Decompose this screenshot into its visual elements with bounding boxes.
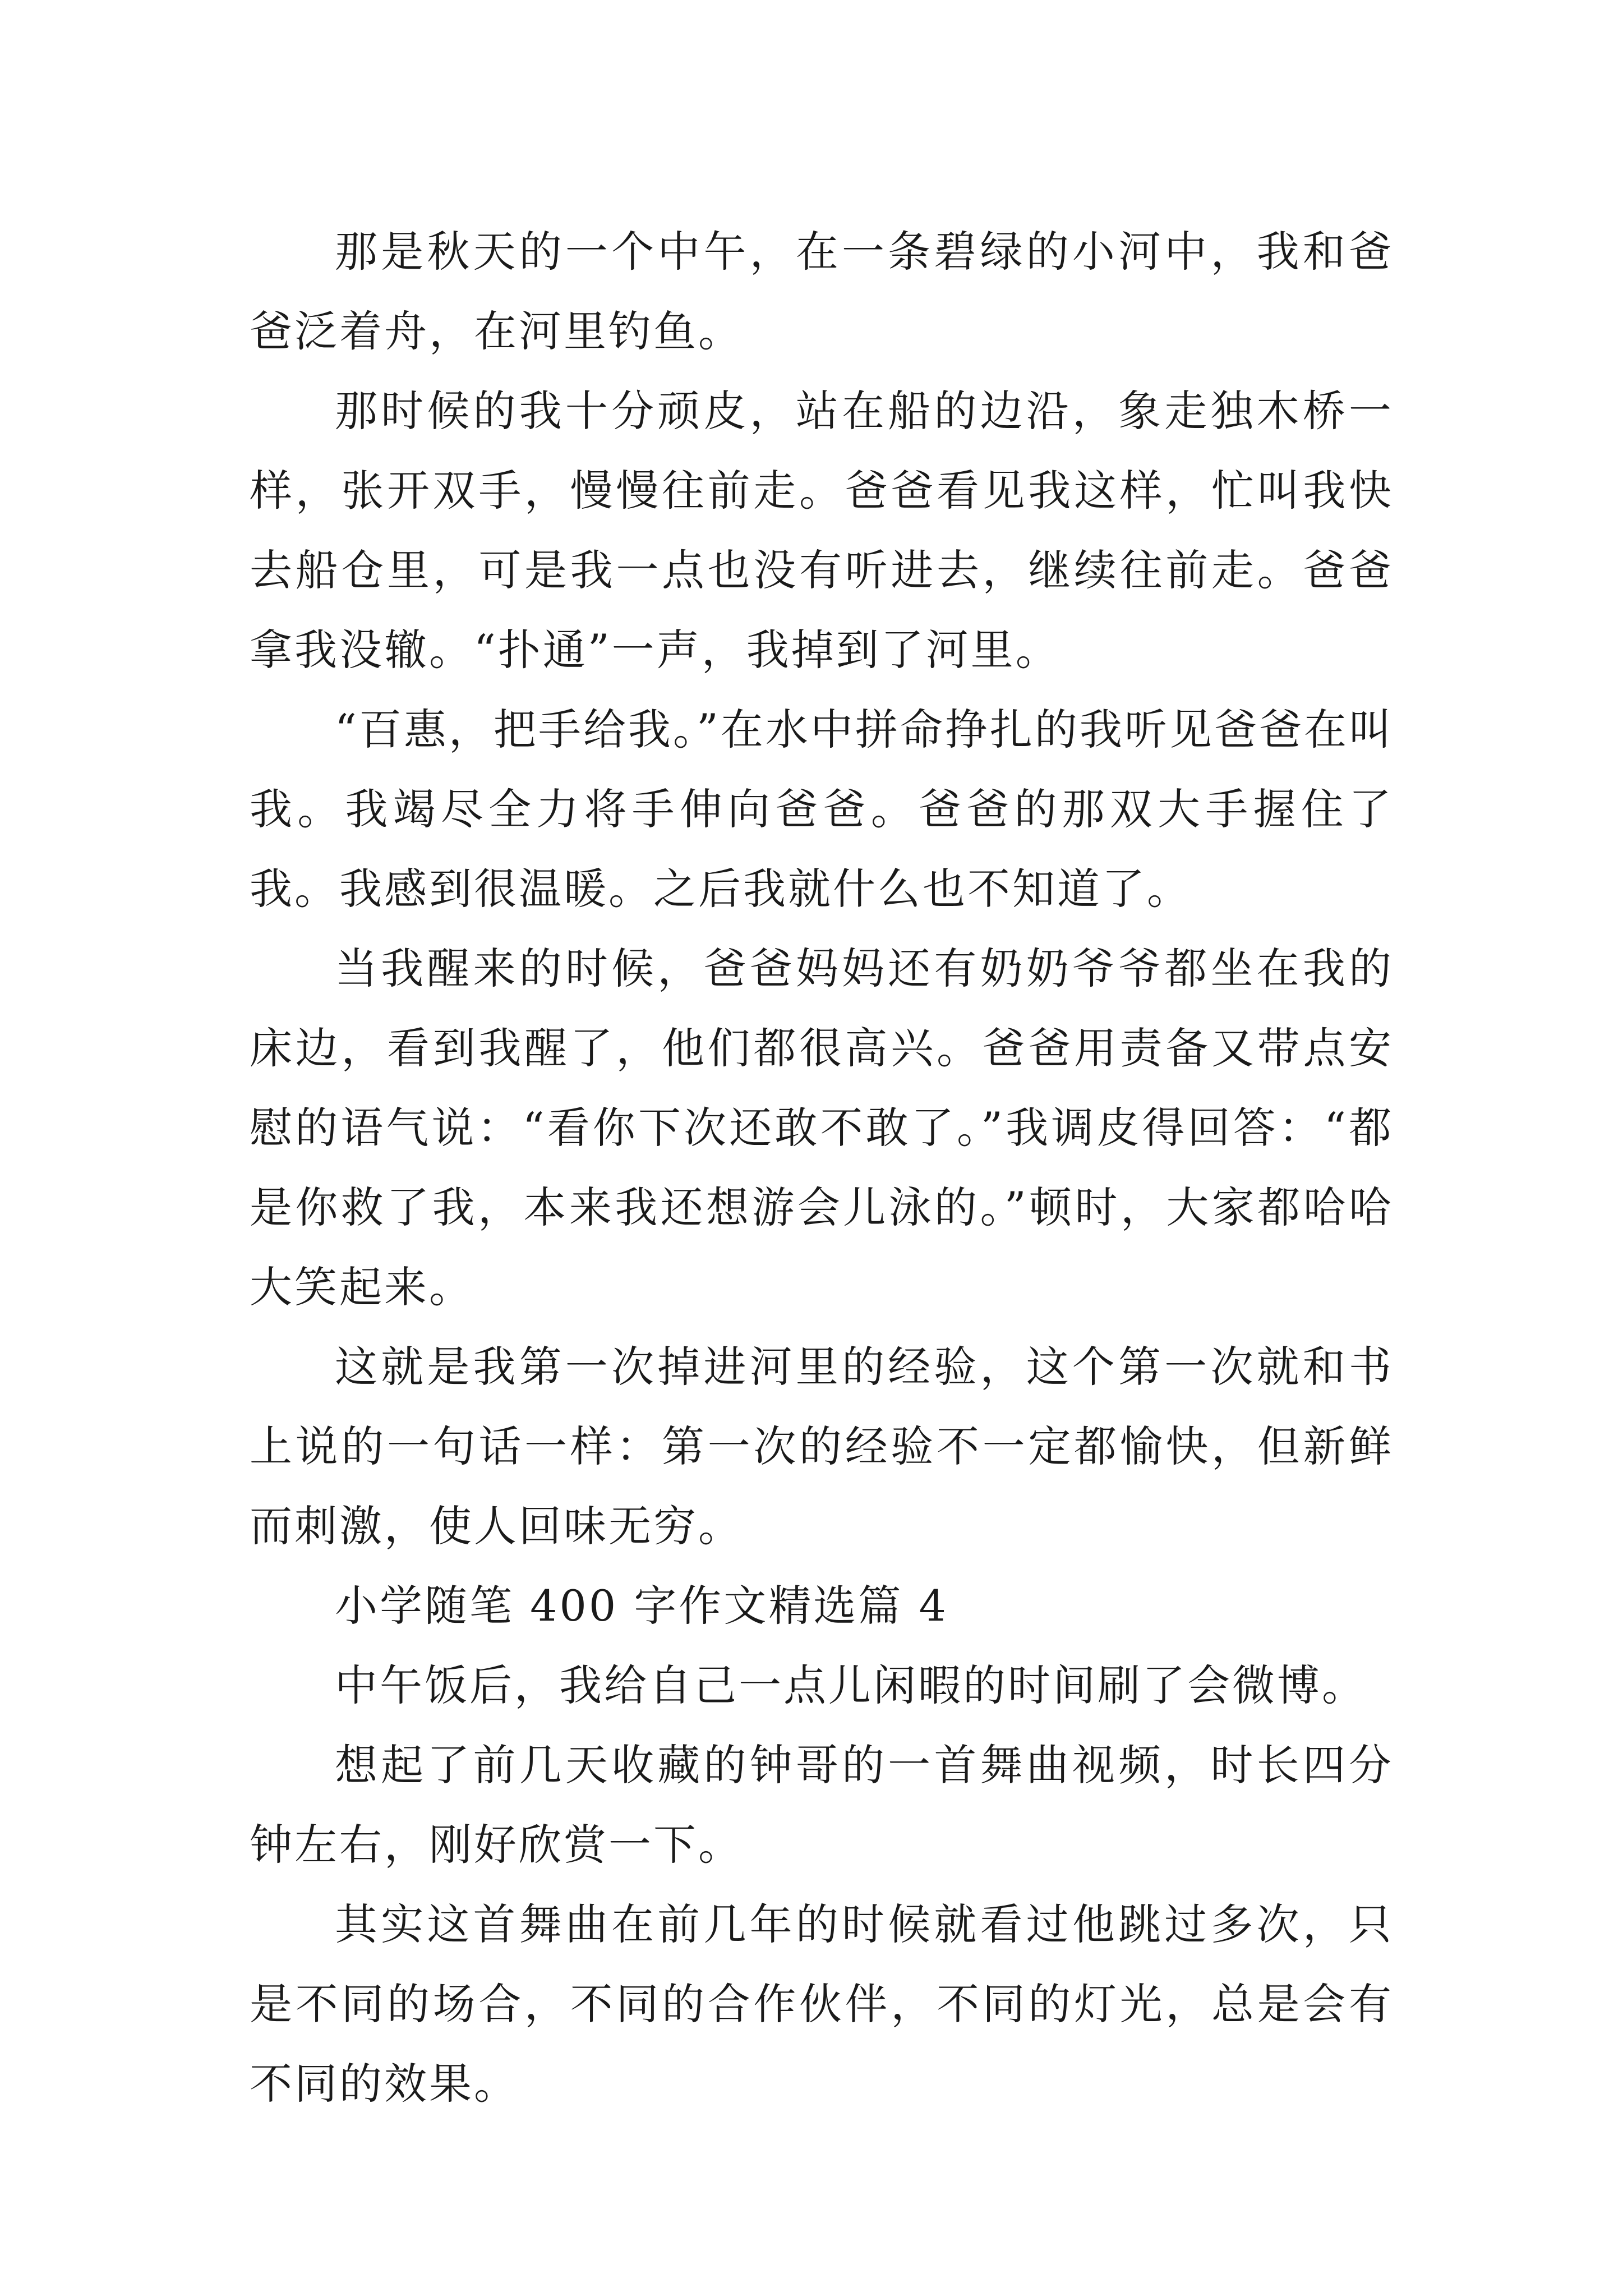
paragraph: 想起了前几天收藏的钟哥的一首舞曲视频，时长四分钟左右，刚好欣赏一下。 bbox=[250, 1740, 1394, 1870]
document-body bbox=[250, 212, 1394, 2124]
paragraph: 那是秋天的一个中午，在一条碧绿的小河中，我和爸爸泛着舟，在河里钓鱼。 bbox=[250, 227, 1394, 356]
section-title: 小学随笔 400 字作文精选篇 4 bbox=[335, 1581, 948, 1631]
paragraph: 其实这首舞曲在前几年的时候就看过他跳过多次，只是不同的场合，不同的合作伙伴，不同的灯光，总是会有不同的效果。 bbox=[250, 1899, 1394, 2109]
paragraph: 当我醒来的时候，爸爸妈妈还有奶奶爷爷都坐在我的床边，看到我醒了，他们都很高兴。爸爸用责备又带点安慰的语气说：“看你下次还敢不敢了。”我调皮得回答：“都是你救了我，本来我还想游会儿泳的。”顿时，大家都哈哈大笑起来。 bbox=[250, 944, 1394, 1312]
paragraph: 那时候的我十分顽皮，站在船的边沿，象走独木桥一样，张开双手，慢慢往前走。爸爸看见我这样，忙叫我快去船仓里，可是我一点也没有听进去，继续往前走。爸爸拿我没辙。“扑通”一声，我掉到了河里。 bbox=[250, 386, 1394, 675]
paragraph: 这就是我第一次掉进河里的经验，这个第一次就和书上说的一句话一样：第一次的经验不一定都愉快，但新鲜而刺激，使人回味无穷。 bbox=[250, 1342, 1394, 1551]
paragraph: “百惠，把手给我。”在水中拼命挣扎的我听见爸爸在叫我。我竭尽全力将手伸向爸爸。爸爸的那双大手握住了我。我感到很温暖。之后我就什么也不知道了。 bbox=[250, 705, 1394, 914]
paragraph: 中午饭后，我给自己一点儿闲暇的时间刷了会微博。 bbox=[335, 1660, 1367, 1710]
